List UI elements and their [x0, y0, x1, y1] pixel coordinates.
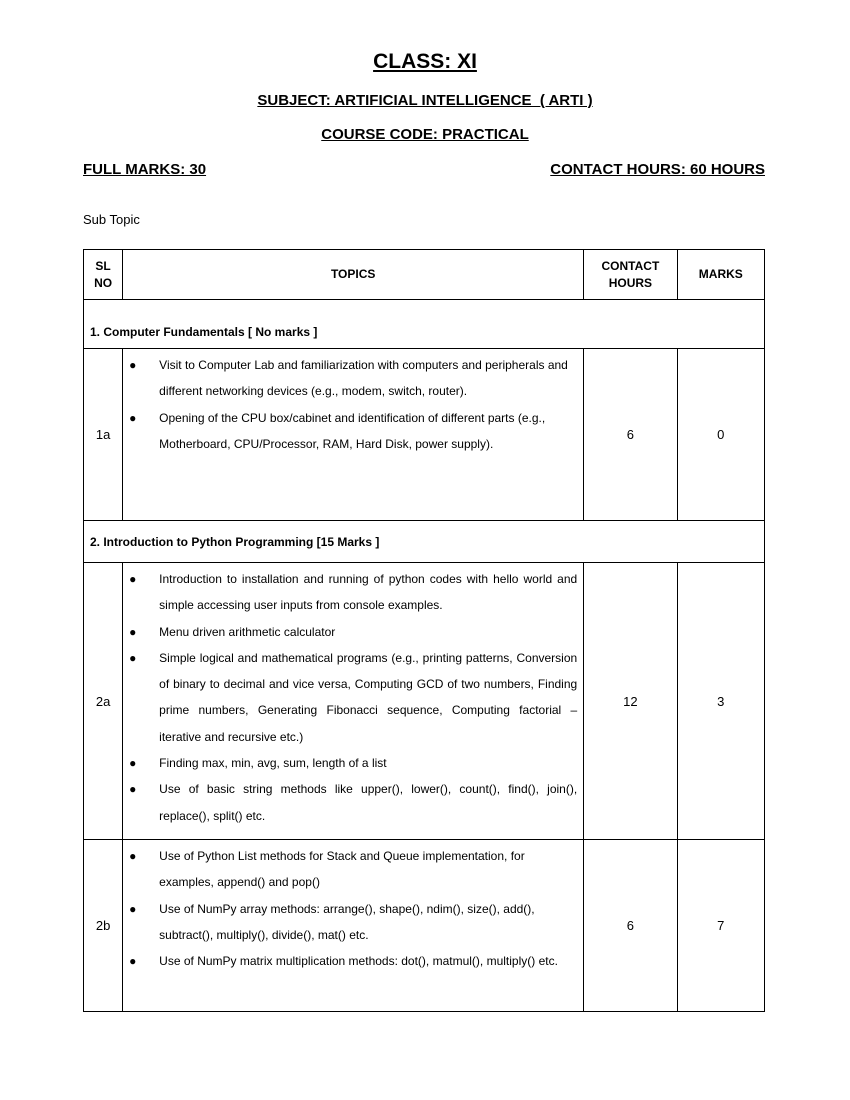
- section-title: 1. Computer Fundamentals [ No marks ]: [84, 300, 765, 349]
- bullet-icon: ●: [129, 901, 137, 916]
- header-marks: MARKS: [677, 250, 764, 300]
- row-topics: [123, 349, 584, 521]
- bullet-icon: ●: [129, 756, 137, 771]
- list-item: [123, 776, 577, 829]
- table-row: [84, 349, 765, 521]
- section-title: 2. Introduction to Python Programming [15 Marks ]: [84, 521, 765, 563]
- list-item: [123, 750, 577, 776]
- row-hours: 12: [584, 563, 677, 840]
- row-marks: 0: [677, 349, 764, 521]
- header-sl-line2: NO: [94, 275, 113, 290]
- syllabus-table: [83, 249, 765, 1012]
- header-hours-line1: CONTACT: [601, 258, 660, 273]
- list-item: [123, 566, 577, 619]
- list-item: [123, 645, 577, 750]
- list-item: [123, 896, 577, 949]
- bullet-icon: ●: [129, 954, 137, 969]
- row-hours: 6: [584, 840, 677, 1012]
- section-row: [84, 521, 765, 563]
- list-item-text: Use of basic string methods like upper(), lower(), count(), find(), join(), replace(), split() etc.: [159, 782, 578, 823]
- topic-list: [123, 349, 577, 457]
- list-item-text: Menu driven arithmetic calculator: [159, 624, 336, 639]
- row-topics: [123, 840, 584, 1012]
- list-item: [123, 948, 577, 974]
- list-item-text: Introduction to installation and running of python codes with hello world and simple accessing user inputs from console examples.: [159, 572, 578, 613]
- list-item: [123, 619, 577, 645]
- bullet-icon: ●: [129, 358, 137, 372]
- row-sl: 1a: [84, 349, 123, 521]
- bullet-icon: ●: [129, 782, 137, 797]
- section-row: [84, 300, 765, 349]
- list-item-text: Opening of the CPU box/cabinet and identification of different parts (e.g., Motherboard, CPU/Processor, RAM, Hard Disk, power supply).: [159, 410, 546, 451]
- row-topics: [123, 563, 584, 840]
- list-item-text: Use of Python List methods for Stack and Queue implementation, for examples, append() and pop(): [159, 849, 525, 890]
- sub-topic-label: Sub Topic: [83, 212, 140, 227]
- list-item-text: Use of NumPy array methods: arrange(), shape(), ndim(), size(), add(), subtract(), multiply(), divide(), mat() etc.: [159, 901, 535, 942]
- header-sl: [84, 250, 123, 300]
- topic-list: [123, 563, 577, 829]
- list-item-text: Use of NumPy matrix multiplication methods: dot(), matmul(), multiply() etc.: [159, 954, 558, 969]
- topic-list: [123, 840, 577, 974]
- row-sl: 2b: [84, 840, 123, 1012]
- row-marks: 7: [677, 840, 764, 1012]
- header-hours: [584, 250, 677, 300]
- subject-title: SUBJECT: ARTIFICIAL INTELLIGENCE ( ARTI ): [257, 92, 593, 109]
- bullet-icon: ●: [129, 572, 137, 586]
- header-hours-line2: HOURS: [608, 275, 653, 290]
- bullet-icon: ●: [129, 624, 137, 639]
- list-item-text: Simple logical and mathematical programs (e.g., printing patterns, Conversion of binary to decimal and vice versa, Computing GCD of two numbers, Finding prime numbers, Generating Fibonacci sequence, Computing factorial –iterative and recursive etc.): [159, 650, 578, 744]
- header-topics: TOPICS: [123, 250, 584, 300]
- course-code: COURSE CODE: PRACTICAL: [321, 126, 529, 143]
- list-item-text: Finding max, min, avg, sum, length of a list: [159, 756, 387, 771]
- list-item-text: Visit to Computer Lab and familiarization with computers and peripherals and different networking devices (e.g., modem, switch, router).: [159, 358, 568, 399]
- list-item: [123, 352, 577, 405]
- full-marks: FULL MARKS: 30: [83, 161, 207, 178]
- bullet-icon: ●: [129, 849, 137, 863]
- header-sl-line1: SL: [95, 258, 111, 273]
- table-row: [84, 563, 765, 840]
- class-title: CLASS: XI: [373, 50, 477, 73]
- bullet-icon: ●: [129, 650, 137, 665]
- list-item: [123, 843, 577, 896]
- row-hours: 6: [584, 349, 677, 521]
- row-sl: 2a: [84, 563, 123, 840]
- row-marks: 3: [677, 563, 764, 840]
- contact-hours: CONTACT HOURS: 60 HOURS: [550, 161, 765, 178]
- table-header-row: [84, 250, 765, 300]
- list-item: [123, 405, 577, 458]
- bullet-icon: ●: [129, 410, 137, 425]
- table-row: [84, 840, 765, 1012]
